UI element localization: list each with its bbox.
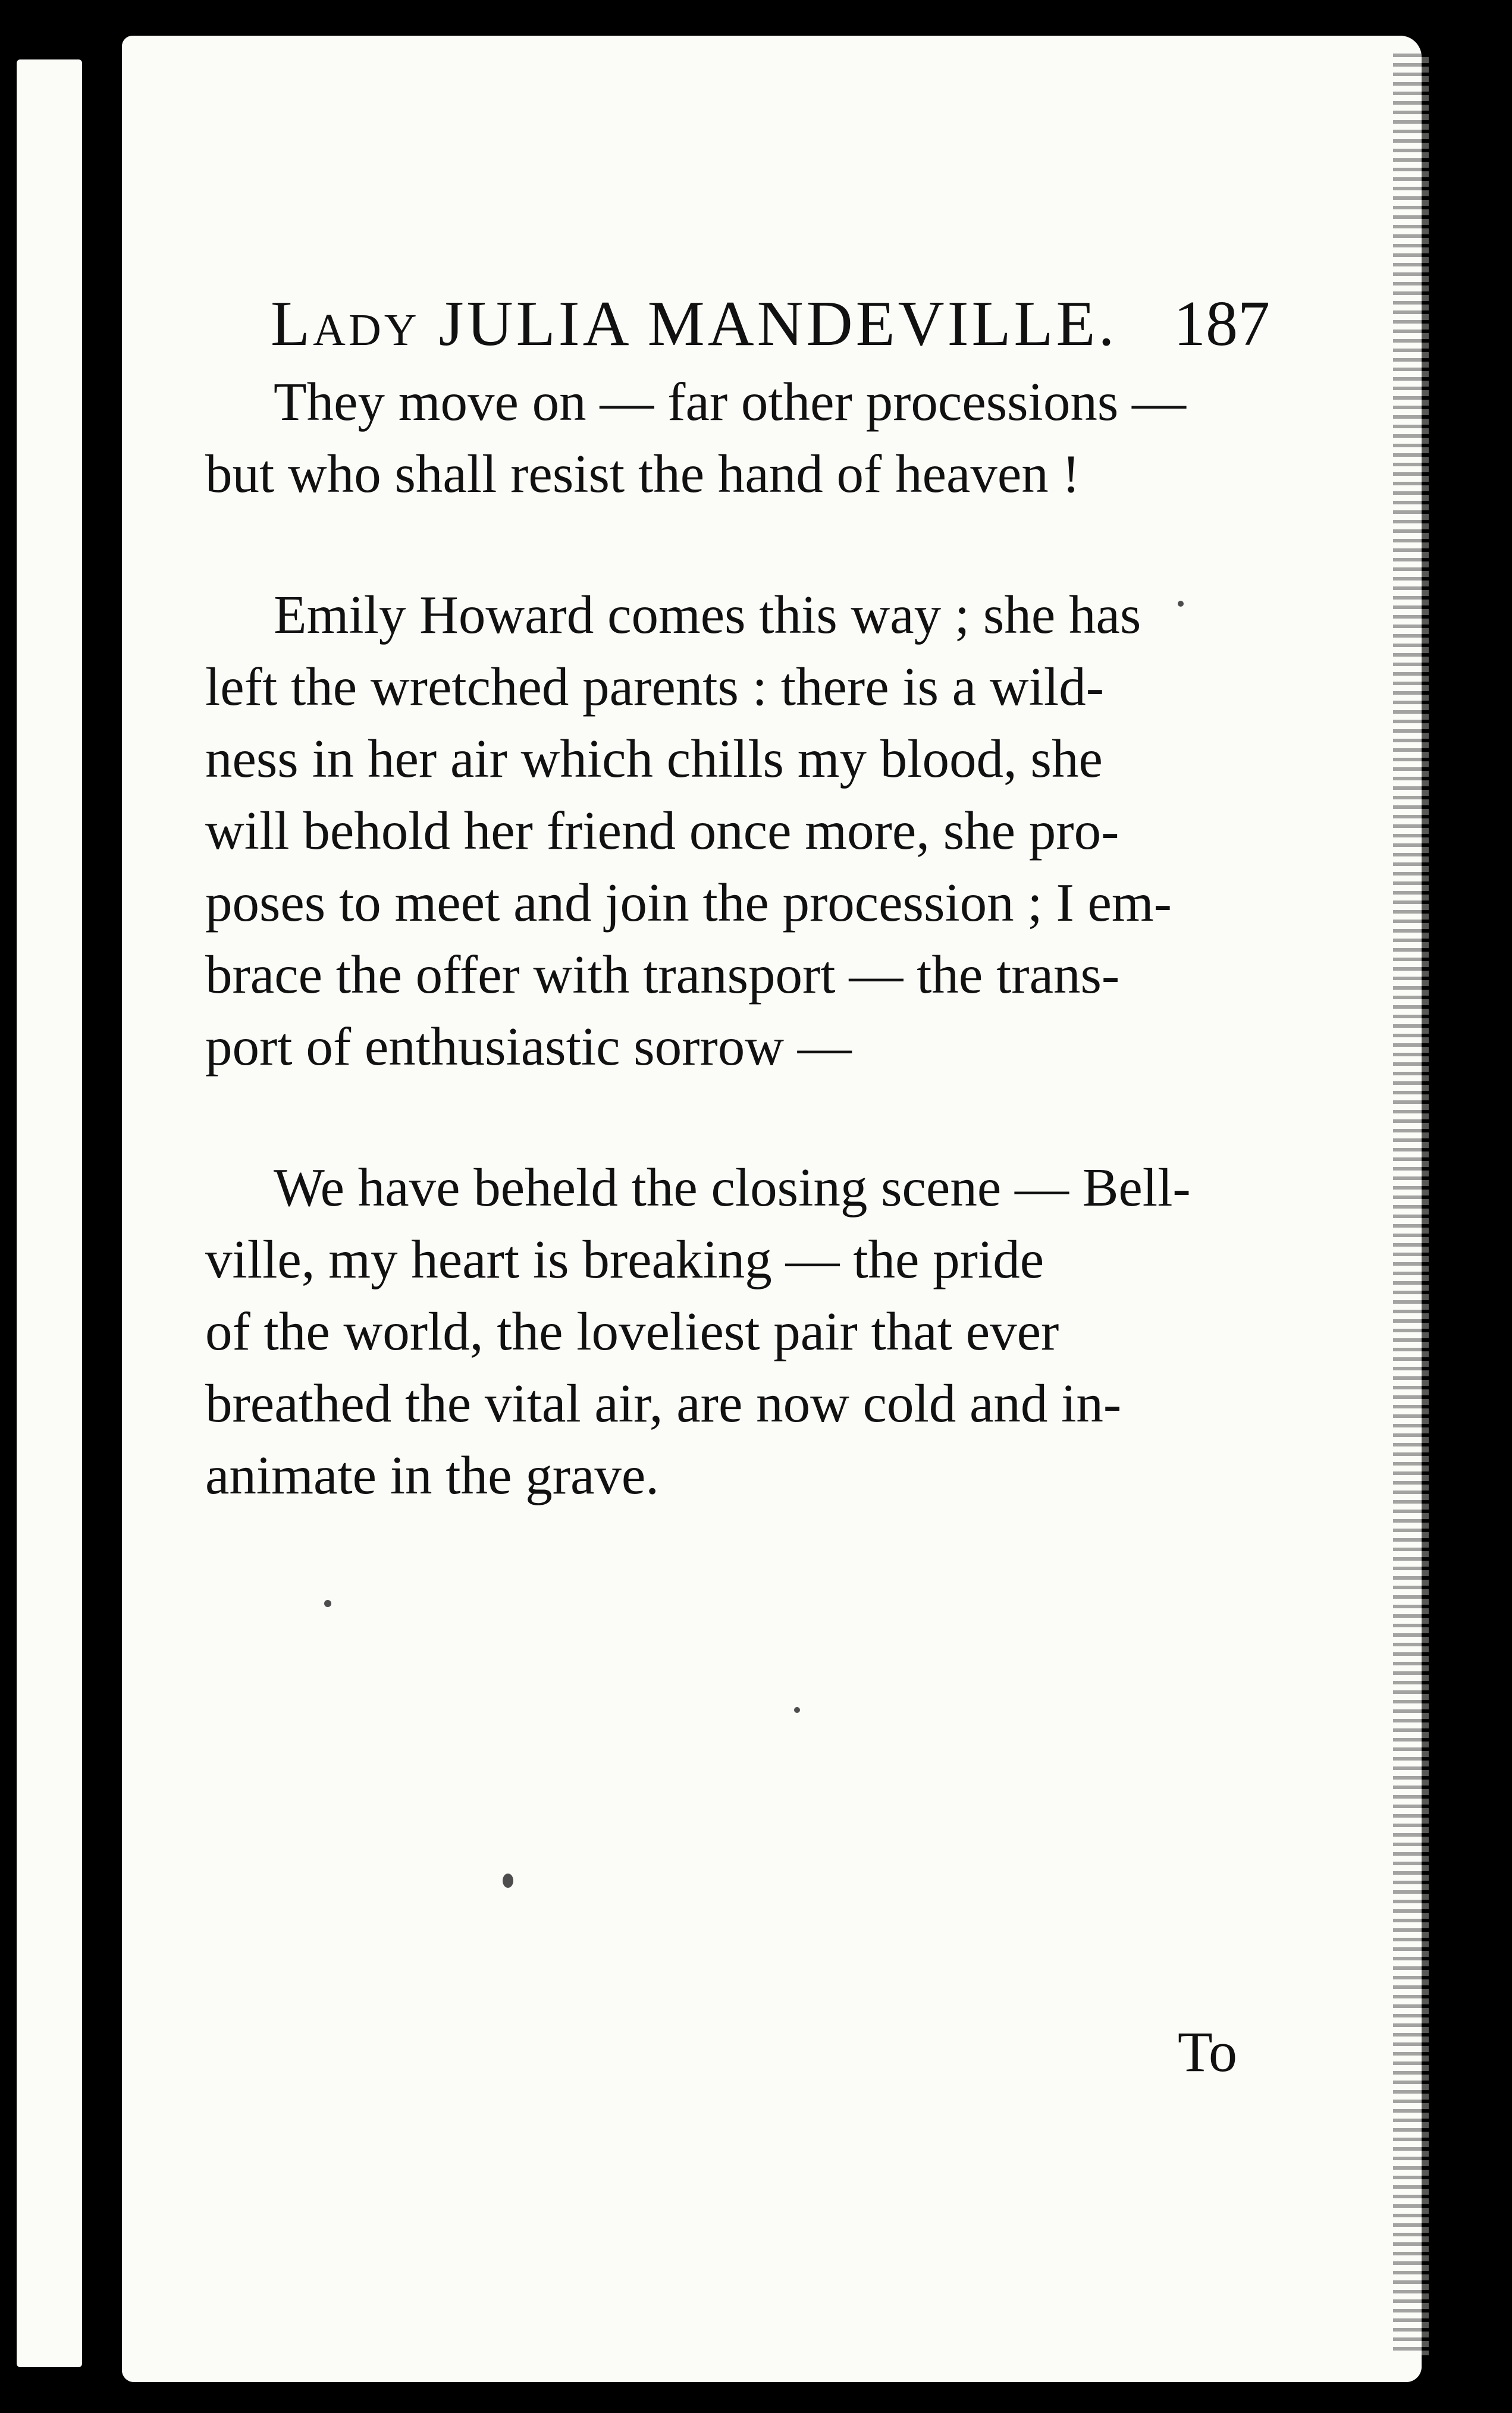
catchword: To (1178, 2020, 1237, 2083)
paragraph-1 (205, 366, 1234, 510)
ink-speck (794, 1707, 800, 1713)
text-line: ness in her air which chills my blood, she (205, 729, 1103, 789)
text-line: brace the offer with transport — the trans- (205, 945, 1120, 1005)
text-line: but who shall resist the hand of heaven ! (205, 444, 1080, 504)
running-head (271, 280, 1270, 369)
page-title: Lady JULIA MANDEVILLE. (271, 288, 1118, 359)
paragraph-2 (205, 579, 1234, 1082)
text-line: We have beheld the closing scene — Bell- (274, 1157, 1191, 1218)
text-line: Emily Howard comes this way ; she has (274, 585, 1141, 645)
text-line: left the wretched parents : there is a wild- (205, 657, 1105, 717)
text-line: port of enthusiastic sorrow — (205, 1016, 852, 1077)
ink-speck (1178, 601, 1184, 607)
text-line: They move on — far other processions — (274, 372, 1186, 432)
ink-speck (324, 1600, 331, 1607)
text-line: animate in the grave. (205, 1445, 660, 1505)
page-number: 187 (1174, 288, 1270, 359)
text-line: of the world, the loveliest pair that ever (205, 1301, 1059, 1361)
ink-speck (503, 1874, 513, 1888)
text-line: will behold her friend once more, she pro- (205, 801, 1119, 861)
paragraph-3 (205, 1151, 1234, 1511)
page-edge-texture (1393, 54, 1429, 2355)
adjacent-page-edge (17, 59, 82, 2367)
main-text (205, 366, 1234, 1580)
text-line: breathed the vital air, are now cold and in- (205, 1373, 1122, 1433)
text-line: poses to meet and join the procession ; I em- (205, 873, 1172, 933)
text-line: ville, my heart is breaking — the pride (205, 1229, 1044, 1289)
